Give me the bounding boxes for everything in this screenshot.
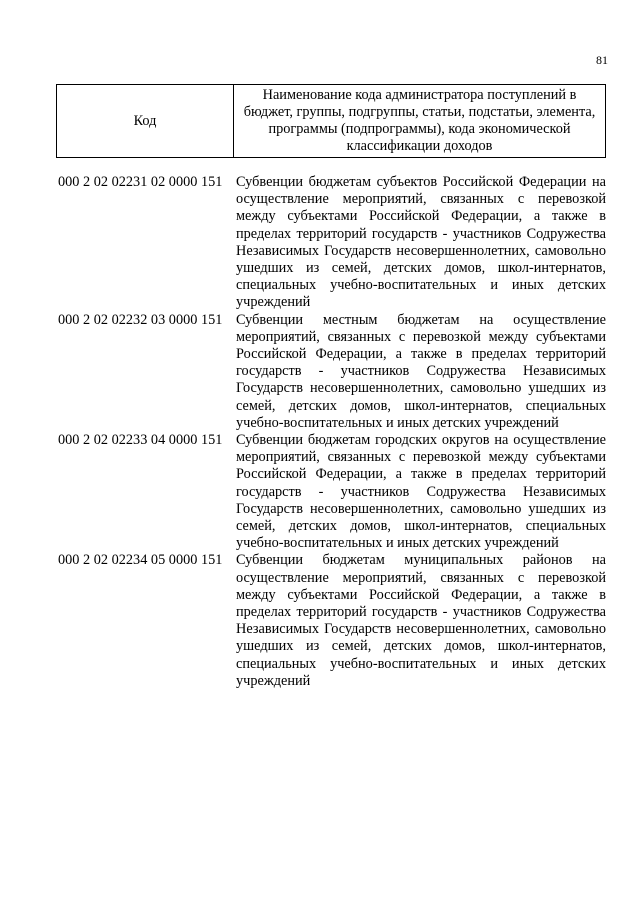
row-code: 000 2 02 02232 03 0000 151 — [58, 311, 223, 328]
table-row — [58, 432, 606, 552]
row-description: Субвенции бюджетам муниципальных районов на осуществление мероприятий, связанных с перевозкой между субъектами Российской Федерации, а также в пределах территорий государств - участников Содружества Независимых Государств несовершеннолетних, самовольно ушедших из семей, детских домов, школ-интернатов, специальных учебно-воспитательных и иных детских учреждений — [236, 552, 606, 689]
row-description: Субвенции местным бюджетам на осуществление мероприятий, связанных с перевозкой между субъектами Российской Федерации, а также в пределах территорий государств - участников Содружества Независимых Государств несовершеннолетних, самовольно ушедших из семей, детских домов, школ-интернатов, специальных учебно-воспитательных и иных детских учреждений — [236, 311, 606, 431]
row-description: Субвенции бюджетам субъектов Российской Федерации на осуществление мероприятий, связанных с перевозкой между субъектами Российской Федерации, а также в пределах территорий государств - участников Содружества Независимых Государств несовершеннолетних, самовольно ушедших из семей, детских домов, школ-интернатов, специальных учебно-воспитательных и иных детских учреждений — [236, 174, 606, 311]
row-code: 000 2 02 02234 05 0000 151 — [58, 552, 223, 569]
row-description: Субвенции бюджетам городских округов на осуществление мероприятий, связанных с перевозкой между субъектами Российской Федерации, а также в пределах территорий государств - участников Содружества Независимых Государств несовершеннолетних, самовольно ушедших из семей, детских домов, школ-интернатов, специальных учебно-воспитательных и иных детских учреждений — [236, 432, 606, 552]
classification-table-header — [56, 84, 606, 158]
classification-rows — [58, 174, 606, 690]
page-number: 81 — [596, 53, 608, 67]
table-row — [58, 552, 606, 690]
name-column-header: Наименование кода администратора поступлений в бюджет, группы, подгруппы, статьи, подстатьи, элемента, программы (подпрограммы), кода экономической классификации доходов — [234, 85, 606, 158]
row-code: 000 2 02 02233 04 0000 151 — [58, 432, 223, 449]
header-row — [57, 85, 606, 158]
row-code: 000 2 02 02231 02 0000 151 — [58, 174, 223, 190]
table-row — [58, 174, 606, 312]
code-column-header: Код — [57, 85, 234, 158]
table-row — [58, 312, 606, 432]
